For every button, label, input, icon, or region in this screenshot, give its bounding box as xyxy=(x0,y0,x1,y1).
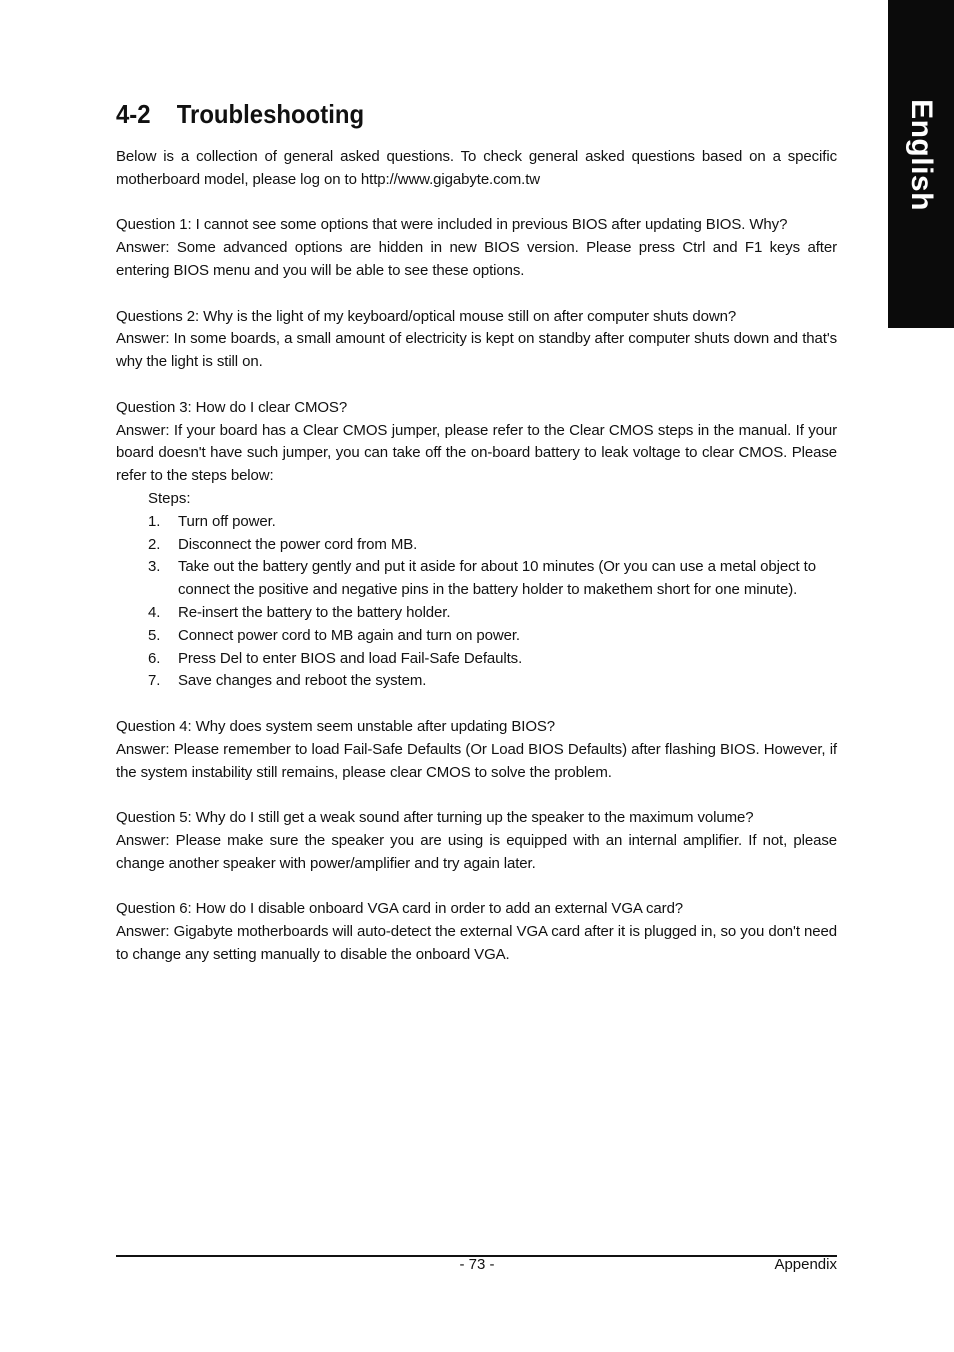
step-item xyxy=(116,625,837,648)
step-text: Press Del to enter BIOS and load Fail-Safe Defaults. xyxy=(178,649,523,667)
page-number: - 73 - xyxy=(459,1256,495,1273)
step-text: Connect power cord to MB again and turn on power. xyxy=(178,626,520,644)
question-3: Question 3: How do I clear CMOS? xyxy=(116,398,348,416)
step-text: Disconnect the power cord from MB. xyxy=(178,535,418,553)
answer-4: Answer: Please remember to load Fail-Safe Defaults (Or Load BIOS Defaults) after flashing BIOS. However, if the system instability still remains, please clear CMOS to solve the problem. xyxy=(116,740,837,781)
answer-2: Answer: In some boards, a small amount of electricity is kept on standby after computer shuts down and that's why the light is still on. xyxy=(116,330,837,371)
step-number: 7. xyxy=(148,672,161,690)
footer-section-name: Appendix xyxy=(774,1256,837,1273)
step-text: Turn off power. xyxy=(178,512,276,530)
section-heading xyxy=(116,96,779,132)
side-tab-label: English xyxy=(905,99,938,211)
step-item xyxy=(116,670,837,693)
language-side-tab xyxy=(888,0,954,328)
step-number: 1. xyxy=(148,512,161,530)
answer-5: Answer: Please make sure the speaker you are using is equipped with an internal amplifier. If not, please change another speaker with power/amplifier and try again later. xyxy=(116,831,837,872)
step-item xyxy=(116,648,837,671)
step-text: Save changes and reboot the system. xyxy=(178,672,427,690)
step-number: 6. xyxy=(148,649,161,667)
question-5: Question 5: Why do I still get a weak sound after turning up the speaker to the maximum volume? xyxy=(116,809,754,827)
question-6: Question 6: How do I disable onboard VGA card in order to add an external VGA card? xyxy=(116,900,684,918)
step-text: Take out the battery gently and put it aside for about 10 minutes (Or you can use a metal object to connect the positive and negative pins in the battery holder to makethem short for one minute). xyxy=(178,558,816,599)
step-number: 3. xyxy=(148,558,161,576)
step-item xyxy=(116,534,837,557)
steps-label: Steps: xyxy=(148,489,191,507)
question-4: Question 4: Why does system seem unstable after updating BIOS? xyxy=(116,717,556,735)
section-number: 4-2 xyxy=(116,99,151,129)
answer-6: Answer: Gigabyte motherboards will auto-detect the external VGA card after it is plugged in, so you don't need to change any setting manually to disable the onboard VGA. xyxy=(116,923,837,963)
answer-3: Answer: If your board has a Clear CMOS jumper, please refer to the Clear CMOS steps in the manual. If your board doesn't have such jumper, you can take off the on-board battery to leak voltage to clear CMOS. Please refer to the steps below: xyxy=(116,421,837,485)
answer-1: Answer: Some advanced options are hidden in new BIOS version. Please press Ctrl and F1 keys after entering BIOS menu and you will be able to see these options. xyxy=(116,239,837,279)
intro-paragraph: Below is a collection of general asked questions. To check general asked questions based on a specific motherboard model, please log on to http://www.gigabyte.com.tw xyxy=(116,148,837,188)
page-content xyxy=(116,96,837,967)
step-text: Re-insert the battery to the battery holder. xyxy=(178,603,451,621)
clear-cmos-steps xyxy=(116,511,837,693)
step-item xyxy=(116,602,837,625)
step-number: 5. xyxy=(148,626,161,644)
step-item xyxy=(116,556,837,602)
step-item xyxy=(116,511,837,534)
step-number: 4. xyxy=(148,603,161,621)
step-number: 2. xyxy=(148,535,161,553)
section-title: Troubleshooting xyxy=(176,99,365,129)
question-1: Question 1: I cannot see some options that were included in previous BIOS after updating BIOS. Why? xyxy=(116,216,788,234)
question-2: Questions 2: Why is the light of my keyboard/optical mouse still on after computer shuts down? xyxy=(116,307,737,325)
